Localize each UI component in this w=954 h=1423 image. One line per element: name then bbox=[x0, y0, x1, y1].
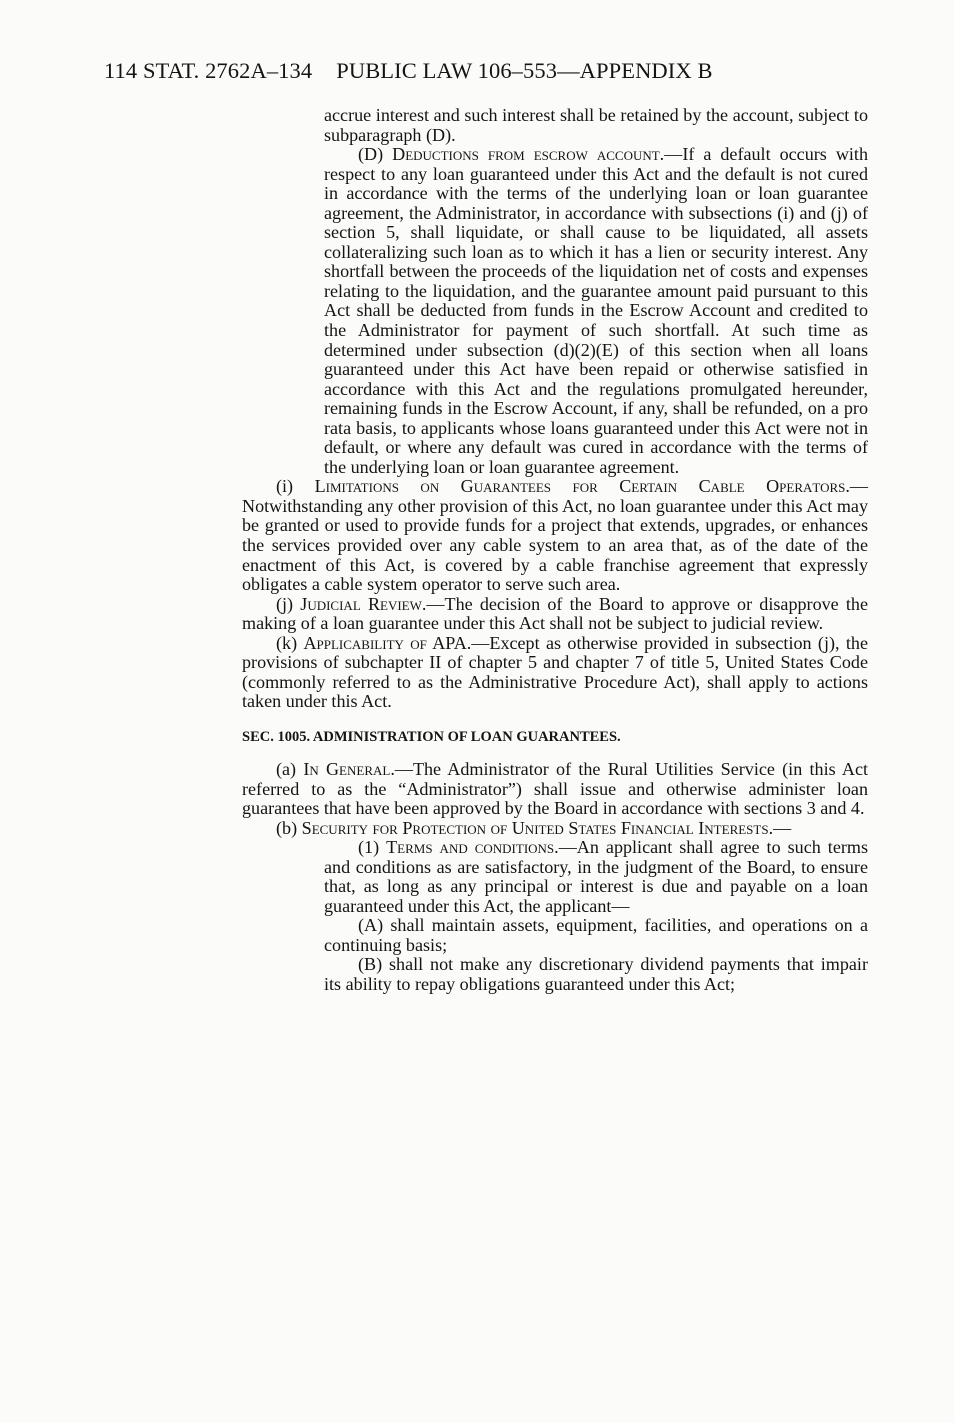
paragraph-text: —Notwithstanding any other provision of this Act, no loan guarantee under this Act may be granted or used to provide funds for a project that extends, upgrades, or enhances the services provided over any cable system to an area that, as of the date of the enactment of this Act, is covered by a cable franchise agreement that expressly obligates a cable system operator to serve such area. bbox=[242, 476, 869, 595]
paragraph-text: —An applicant shall agree to such terms and conditions as are satisfactory, in the judgment of the Board, to ensure that, as long as any principal or interest is due and payable on a loan guaranteed under this Act, the applicant— bbox=[324, 837, 868, 916]
paragraph-text: —If a default occurs with respect to any loan guaranteed under this Act and the default is not cured in accordance with the terms of the underlying loan or loan guarantee agreement, the Administrator, in accordance with subsections (i) and (j) of section 5, shall liquidate, or shall cause to be liquidated, all assets collateralizing such loan as to which it has a lien or security interest. Any shortfall between the proceeds of the liquidation net of costs and expenses relating to the liquidation, and the guarantee amount paid pursuant to this Act shall be deducted from funds in the Escrow Account and credited to the Administrator for payment of such shortfall. At such time as determined under subsection (d)(2)(E) of this section when all loans guaranteed under this Act have been repaid or otherwise satisfied in accordance with this Act and the regulations promulgated hereunder, remaining funds in the Escrow Account, if any, shall be refunded, on a pro rata basis, to applicants whose loans guaranteed under this Act were not in default, or where any default was cured in accordance with the terms of the underlying loan or loan guarantee agreement. bbox=[324, 144, 868, 477]
paragraph-heading: In General. bbox=[303, 758, 395, 779]
paragraph-a-in-general bbox=[242, 760, 868, 819]
paragraph-heading: Limitations on Guarantees for Certain Cable Operators. bbox=[314, 476, 850, 497]
paragraph-continuation: accrue interest and such interest shall be retained by the account, subject to subparagraph (D). bbox=[324, 105, 868, 145]
paragraph-label: (i) bbox=[276, 476, 315, 497]
page-header bbox=[104, 58, 713, 84]
paragraph-d-deductions bbox=[324, 145, 868, 477]
paragraph-label: (b) bbox=[276, 817, 302, 838]
paragraph-label: (k) bbox=[276, 632, 304, 653]
paragraph-heading: Applicability of APA. bbox=[303, 632, 472, 653]
paragraph-label: (a) bbox=[276, 758, 304, 779]
paragraph-text: —The decision of the Board to approve or disapprove the making of a loan guarantee under this Act shall not be subject to judicial review. bbox=[242, 593, 868, 634]
paragraph-label: (1) bbox=[358, 837, 387, 858]
public-law-title: PUBLIC LAW 106–553—APPENDIX B bbox=[336, 58, 713, 83]
paragraph-heading: Judicial Review. bbox=[300, 593, 427, 614]
paragraph-label: (D) bbox=[358, 144, 393, 165]
subparagraph-b: (B) shall not make any discretionary dividend payments that impair its ability to repay obligations guaranteed under this Act; bbox=[324, 954, 868, 994]
document-body bbox=[242, 106, 868, 995]
paragraph-b-security bbox=[242, 819, 868, 839]
paragraph-1-terms bbox=[324, 838, 868, 916]
paragraph-text: —Except as otherwise provided in subsection (j), the provisions of subchapter II of chapter 5 and chapter 7 of title 5, United States Code (commonly referred to as the Administrative Procedure Act), shall apply to actions taken under this Act. bbox=[242, 632, 868, 712]
paragraph-i-limitations bbox=[242, 477, 868, 594]
paragraph-heading: Security for Protection of United States Financial Interests. bbox=[301, 817, 774, 838]
paragraph-j-judicial-review bbox=[242, 595, 868, 634]
paragraph-text: — bbox=[773, 817, 792, 838]
paragraph-k-applicability bbox=[242, 634, 868, 712]
subparagraph-a: (A) shall maintain assets, equipment, facilities, and operations on a continuing basis; bbox=[324, 915, 868, 955]
paragraph-heading: Terms and conditions. bbox=[386, 837, 559, 858]
statute-citation: 114 STAT. 2762A–134 bbox=[104, 58, 313, 83]
paragraph-text: —The Administrator of the Rural Utilities Service (in this Act referred to as the “Administrator”) shall issue and otherwise administer loan guarantees that have been approved by the Board in accordance with sections 3 and 4. bbox=[242, 758, 868, 819]
paragraph-heading: Deductions from escrow account. bbox=[392, 144, 665, 165]
section-heading: SEC. 1005. ADMINISTRATION OF LOAN GUARANTEES. bbox=[242, 728, 621, 745]
paragraph-label: (j) bbox=[276, 593, 301, 614]
